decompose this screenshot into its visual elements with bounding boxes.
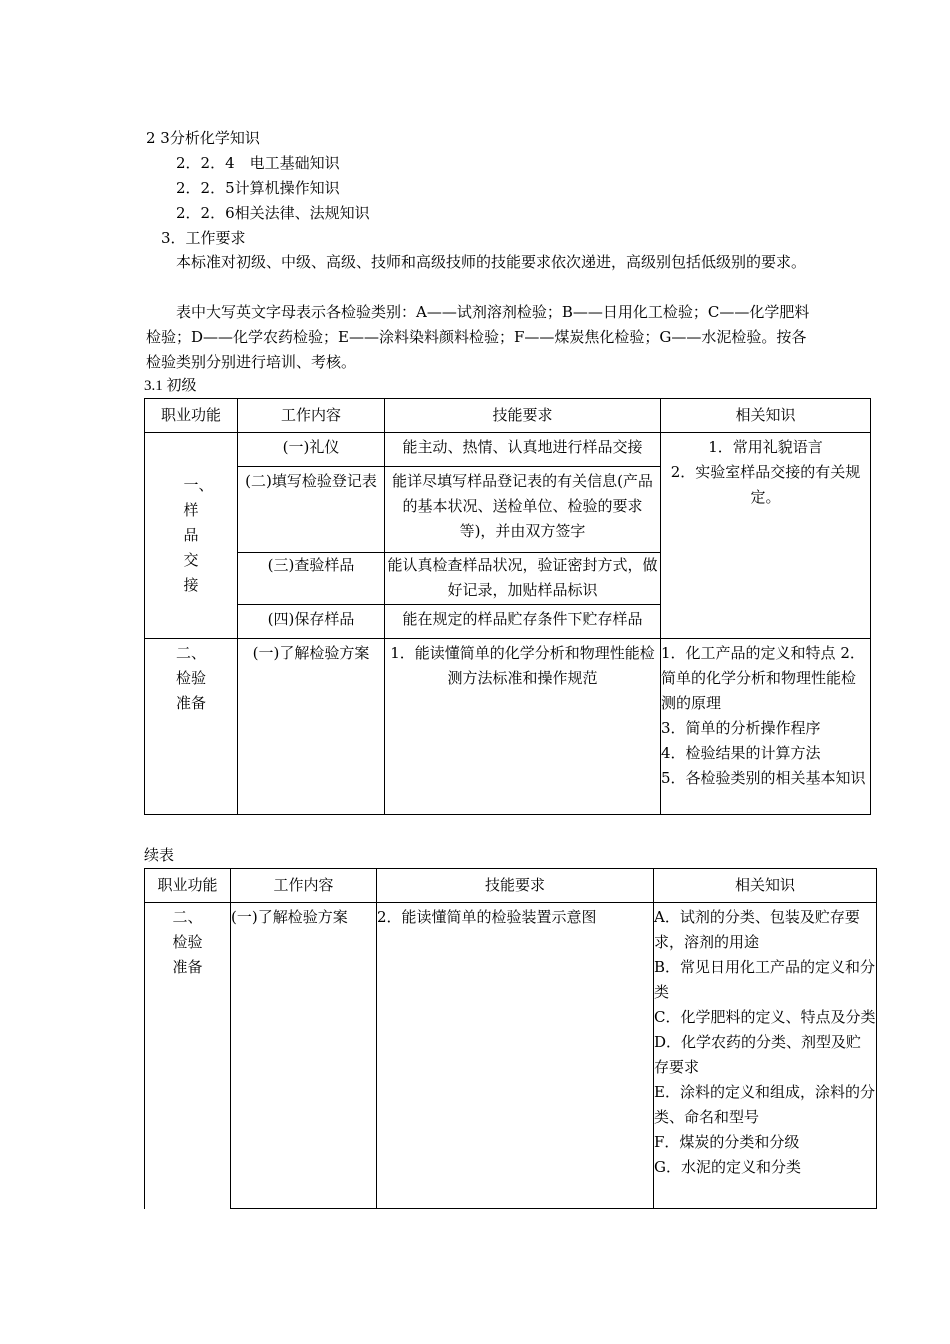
table-row [145,639,871,815]
knowledge-item: E．涂料的定义和组成，涂料的分类、命名和型号 [654,1083,875,1126]
skill-inspection: 能认真检查样品状况，验证密封方式，做好记录，加贴样品标识 [385,553,661,605]
content-registration: (二)填写检验登记表 [238,467,385,553]
paragraph-categories: 表中大写英文字母表示各检验类别：A——试剂溶剂检验；B——日用化工检验；C——化学肥料检验；D——化学农药检验；E——涂料染料颜料检验；F——煤炭焦化检验；G——水泥检验。按各检验类别分别进行培训、考核。 [146,303,810,371]
skill-read-standards: 1．能读懂简单的化学分析和物理性能检测方法标准和操作规范 [385,639,661,815]
function-inspection-prep: 二、检验准备 [145,639,238,815]
skill-registration: 能详尽填写样品登记表的有关信息(产品的基本状况、送检单位、检验的要求等)，并由双方签字 [385,467,661,553]
outline-line-2-3: 2 3分析化学知识 [146,129,260,147]
paragraph-standard: 本标准对初级、中级、高级、技师和高级技师的技能要求依次递进，高级别包括低级别的要求。 [176,253,807,271]
continued-label: 续表 [144,846,175,864]
outline-line-2-2-4: 2．2．4 电工基础知识 [176,154,340,172]
header-content: 工作内容 [231,869,377,903]
skill-etiquette: 能主动、热情、认真地进行样品交接 [385,433,661,467]
header-content: 工作内容 [238,399,385,433]
skill-read-diagram: 2．能读懂简单的检验装置示意图 [377,903,654,1209]
content-inspection-plan: (一)了解检验方案 [231,903,377,1209]
outline-line-2-2-5: 2．2．5计算机操作知识 [176,179,340,197]
header-function: 职业功能 [145,399,238,433]
knowledge-item: 3．简单的分析操作程序 [661,719,821,737]
knowledge-item: 2．实验室样品交接的有关规定。 [670,463,861,506]
knowledge-inspection-prep [661,639,871,815]
content-inspection: (三)查验样品 [238,553,385,605]
function-sample-handover: 一、样品交接 [145,433,238,639]
header-knowledge: 相关知识 [654,869,877,903]
content-inspection-plan: (一)了解检验方案 [238,639,385,815]
knowledge-item: A．试剂的分类、包装及贮存要求，溶剂的用途 [654,908,860,951]
knowledge-item: D．化学农药的分类、剂型及贮存要求 [654,1033,862,1076]
content-etiquette: (一)礼仪 [238,433,385,467]
table-row [145,433,871,467]
header-skill: 技能要求 [377,869,654,903]
knowledge-item: 1．常用礼貌语言 [708,438,823,456]
content-storage: (四)保存样品 [238,605,385,639]
table-header-row [145,399,871,433]
header-function: 职业功能 [145,869,231,903]
knowledge-item: F．煤炭的分类和分级 [654,1133,800,1151]
table-row [145,903,877,1209]
knowledge-item: 4．检验结果的计算方法 [661,744,821,762]
header-knowledge: 相关知识 [661,399,871,433]
knowledge-item: 1．化工产品的定义和特点 2．简单的化学分析和物理性能检测的原理 [661,644,865,712]
knowledge-item: C．化学肥料的定义、特点及分类 [654,1008,876,1026]
function-inspection-prep: 二、检验准备 [145,903,231,1209]
section-heading-work-requirements: 3．工作要求 [161,229,246,247]
skills-table-junior [144,398,871,815]
table-header-row [145,869,877,903]
header-skill: 技能要求 [385,399,661,433]
knowledge-item: B．常见日用化工产品的定义和分类 [654,958,876,1001]
knowledge-categories [654,903,877,1209]
knowledge-handover [661,433,871,639]
skills-table-continued [144,868,877,1209]
knowledge-item: 5．各检验类别的相关基本知识 [661,769,866,787]
skill-storage: 能在规定的样品贮存条件下贮存样品 [385,605,661,639]
outline-line-2-2-6: 2．2．6相关法律、法规知识 [176,204,370,222]
knowledge-item: G．水泥的定义和分类 [654,1158,801,1176]
section-heading-junior: 3.1 初级 [144,378,197,394]
